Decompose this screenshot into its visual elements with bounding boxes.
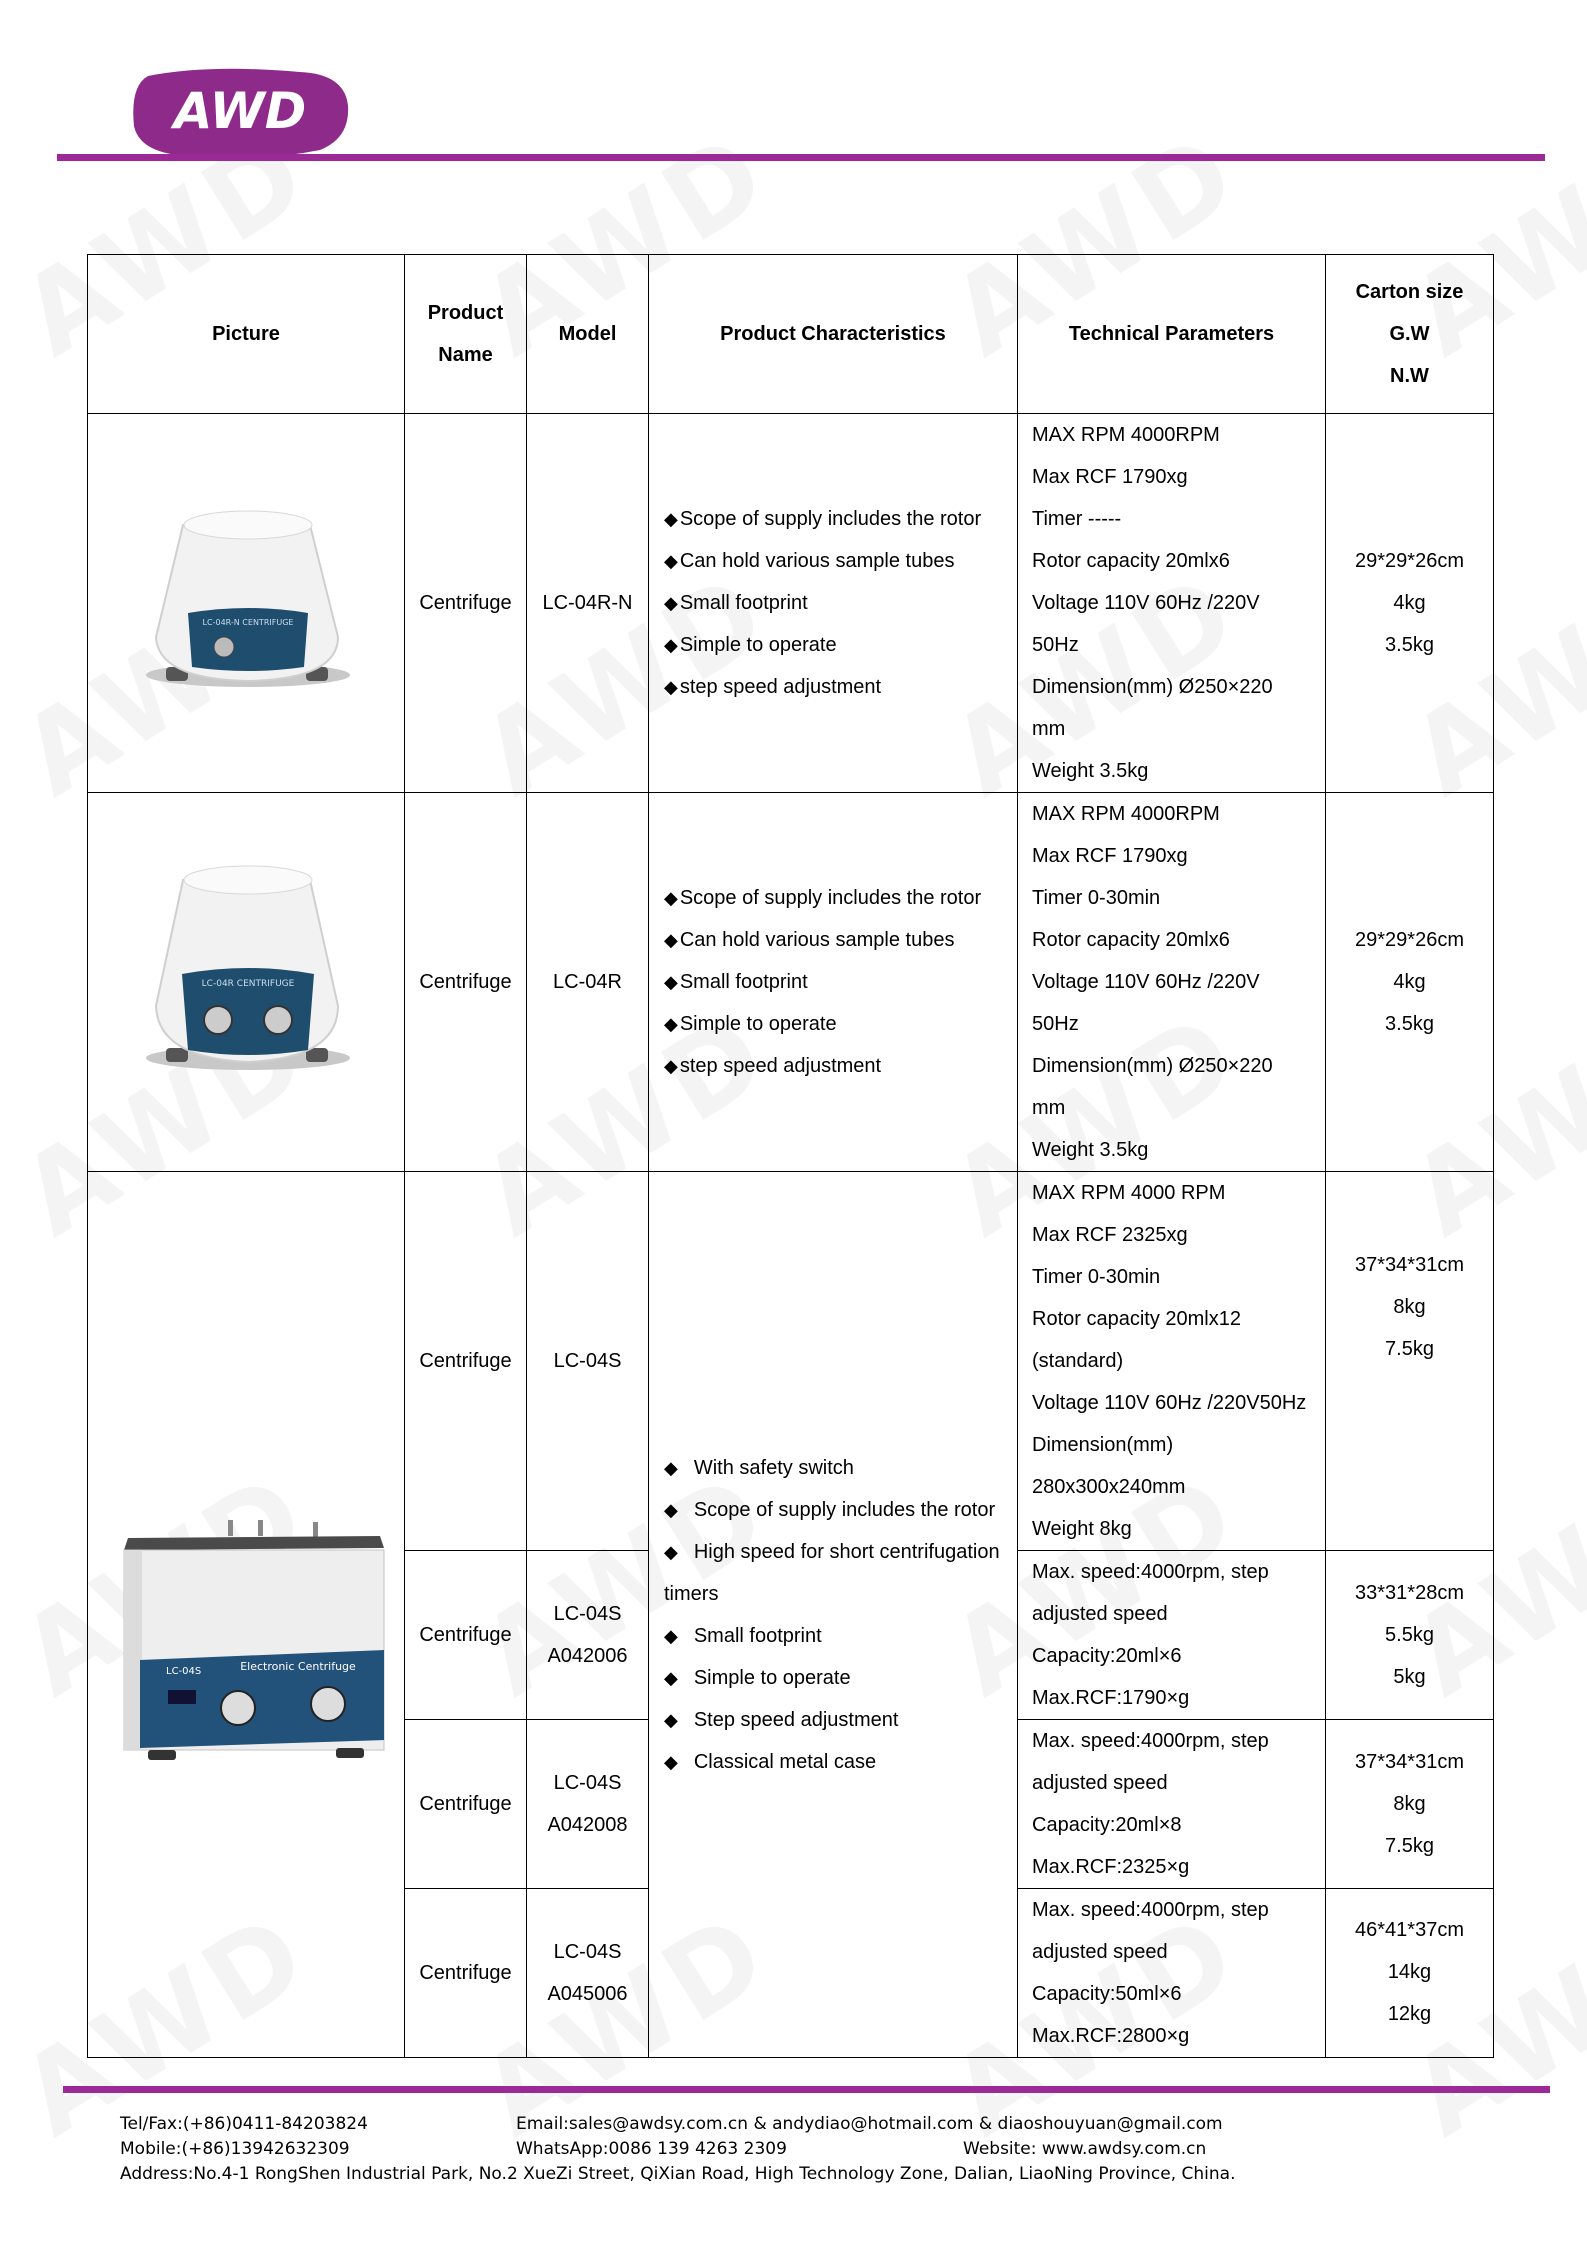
header-label: G.W <box>1389 323 1430 345</box>
tech-line: Weight 3.5kg <box>1032 1139 1149 1161</box>
carton-cell <box>1326 793 1494 1172</box>
tech-line: Rotor capacity 20mlx12 <box>1032 1308 1241 1330</box>
tech-line: 50Hz <box>1032 1013 1079 1035</box>
features-cell <box>649 793 1018 1172</box>
col-technical: Technical Parameters <box>1018 255 1326 414</box>
panel-badge: LC-04S <box>166 1665 202 1677</box>
feature-item: ◆ Can hold various sample tubes <box>664 540 1017 582</box>
tech-line: Weight 3.5kg <box>1032 760 1149 782</box>
feature-item: ◆ Step speed adjustment <box>664 1699 1017 1741</box>
tech-line: mm <box>1032 1097 1066 1119</box>
carton-size: 33*31*28cm <box>1355 1582 1464 1604</box>
tech-cell <box>1018 793 1326 1172</box>
tech-line: adjusted speed <box>1032 1772 1168 1794</box>
carton-cell <box>1326 1172 1494 1551</box>
carton-size: 46*41*37cm <box>1355 1919 1464 1941</box>
footer-divider <box>63 2086 1550 2093</box>
carton-cell <box>1326 1889 1494 2058</box>
header-row <box>88 255 1494 414</box>
product-picture-cell <box>88 793 405 1172</box>
footer-email: Email:sales@awdsy.com.cn & andydiao@hotmail.com & diaoshouyuan@gmail.com <box>516 2114 1223 2134</box>
product-name: Centrifuge <box>405 1720 527 1889</box>
tech-line: Rotor capacity 20mlx6 <box>1032 929 1230 951</box>
table-row <box>88 414 1494 793</box>
tech-line: MAX RPM 4000 RPM <box>1032 1182 1226 1204</box>
tech-line: Max RCF 2325xg <box>1032 1224 1188 1246</box>
gross-weight: 8kg <box>1393 1793 1426 1815</box>
centrifuge-image <box>88 417 405 790</box>
model-line: LC-04S <box>553 1603 622 1625</box>
carton-cell <box>1326 414 1494 793</box>
feature-item: ◆ Small footprint <box>664 961 1017 1003</box>
panel-label: LC-04R CENTRIFUGE <box>201 978 295 989</box>
panel-label: LC-04R-N CENTRIFUGE <box>202 617 294 627</box>
tech-line: Max.RCF:2800×g <box>1032 2025 1190 2047</box>
feature-item: ◆ step speed adjustment <box>664 666 1017 708</box>
model-line: LC-04S <box>553 1941 622 1963</box>
tech-line: Voltage 110V 60Hz /220V <box>1032 592 1260 614</box>
tech-line: Rotor capacity 20mlx6 <box>1032 550 1230 572</box>
tech-line: MAX RPM 4000RPM <box>1032 424 1220 446</box>
tech-cell <box>1018 1889 1326 2058</box>
col-carton <box>1326 255 1494 414</box>
col-product-name <box>405 255 527 414</box>
header-label: N.W <box>1390 365 1429 387</box>
feature-item: ◆ Scope of supply includes the rotor <box>664 1489 1017 1531</box>
feature-item: ◆ step speed adjustment <box>664 1045 1017 1087</box>
model: LC-04R-N <box>527 414 649 793</box>
header-label: Product <box>427 302 504 324</box>
model <box>527 1889 649 2058</box>
net-weight: 3.5kg <box>1385 634 1434 656</box>
tech-line: Capacity:50ml×6 <box>1032 1983 1182 2005</box>
logo-text: AWD <box>173 82 307 140</box>
tech-line: MAX RPM 4000RPM <box>1032 803 1220 825</box>
net-weight: 7.5kg <box>1385 1835 1434 1857</box>
tech-line: Capacity:20ml×8 <box>1032 1814 1182 1836</box>
centrifuge-image <box>88 796 405 1169</box>
carton-cell <box>1326 1720 1494 1889</box>
feature-item: ◆ Simple to operate <box>664 1657 1017 1699</box>
col-picture: Picture <box>88 255 405 414</box>
tech-line: Timer 0-30min <box>1032 1266 1161 1288</box>
gross-weight: 4kg <box>1393 971 1426 993</box>
net-weight: 3.5kg <box>1385 1013 1434 1035</box>
tech-line: (standard) <box>1032 1350 1124 1372</box>
feature-item: ◆ Scope of supply includes the rotor <box>664 877 1017 919</box>
feature-item: ◆ Small footprint <box>664 582 1017 624</box>
model-line: A045006 <box>547 1983 628 2005</box>
features-cell <box>649 414 1018 793</box>
panel-label: Electronic Centrifuge <box>240 1659 356 1673</box>
tech-line: Voltage 110V 60Hz /220V <box>1032 971 1260 993</box>
model: LC-04R <box>527 793 649 1172</box>
tech-line: Voltage 110V 60Hz /220V50Hz <box>1032 1392 1307 1414</box>
header-label: Name <box>438 344 493 366</box>
tech-line: 50Hz <box>1032 634 1079 656</box>
header-label: Carton size <box>1355 281 1464 303</box>
gross-weight: 5.5kg <box>1385 1624 1434 1646</box>
feature-item: ◆ High speed for short centrifugation <box>664 1531 1017 1573</box>
feature-item: ◆ Can hold various sample tubes <box>664 919 1017 961</box>
carton-size: 29*29*26cm <box>1355 550 1464 572</box>
model <box>527 1551 649 1720</box>
centrifuge-image <box>88 1180 405 2050</box>
feature-item: ◆ With safety switch <box>664 1447 1017 1489</box>
tech-line: Weight 8kg <box>1032 1518 1132 1540</box>
model <box>527 1720 649 1889</box>
tech-cell <box>1018 1551 1326 1720</box>
feature-item: ◆ Simple to operate <box>664 1003 1017 1045</box>
feature-item: ◆ Classical metal case <box>664 1741 1017 1783</box>
footer-mobile: Mobile:(+86)13942632309 <box>120 2139 350 2159</box>
tech-line: Max RCF 1790xg <box>1032 845 1188 867</box>
col-characteristics: Product Characteristics <box>649 255 1018 414</box>
net-weight: 5kg <box>1393 1666 1426 1688</box>
feature-item: timers <box>664 1582 719 1605</box>
tech-line: 280x300x240mm <box>1032 1476 1186 1498</box>
net-weight: 12kg <box>1387 2003 1432 2025</box>
tech-line: mm <box>1032 718 1066 740</box>
model-line: LC-04S <box>553 1772 622 1794</box>
footer-address: Address:No.4-1 RongShen Industrial Park, No.2 XueZi Street, QiXian Road, High Technology Zone, Dalian, LiaoNing Province, China. <box>120 2164 1236 2184</box>
footer-telfax: Tel/Fax:(+86)0411-84203824 <box>120 2114 368 2134</box>
tech-line: adjusted speed <box>1032 1603 1168 1625</box>
tech-line: Max.RCF:1790×g <box>1032 1687 1190 1709</box>
model-line: A042006 <box>547 1645 628 1667</box>
header-divider <box>57 154 1545 161</box>
spec-table <box>87 254 1494 2058</box>
tech-line: Max. speed:4000rpm, step <box>1032 1730 1269 1752</box>
tech-line: Max. speed:4000rpm, step <box>1032 1561 1269 1583</box>
tech-line: Timer ----- <box>1032 508 1122 530</box>
table-row <box>88 793 1494 1172</box>
tech-line: Timer 0-30min <box>1032 887 1161 909</box>
net-weight: 7.5kg <box>1385 1338 1434 1360</box>
features-cell <box>649 1172 1018 2058</box>
product-name: Centrifuge <box>405 1889 527 2058</box>
gross-weight: 4kg <box>1393 592 1426 614</box>
tech-cell <box>1018 414 1326 793</box>
tech-line: Dimension(mm) Ø250×220 <box>1032 1055 1273 1077</box>
footer-website: Website: www.awdsy.com.cn <box>963 2139 1207 2159</box>
product-name: Centrifuge <box>405 414 527 793</box>
gross-weight: 8kg <box>1393 1296 1426 1318</box>
tech-cell <box>1018 1720 1326 1889</box>
product-picture-cell <box>88 414 405 793</box>
carton-cell <box>1326 1551 1494 1720</box>
table-row <box>88 1172 1494 1551</box>
tech-line: Max RCF 1790xg <box>1032 466 1188 488</box>
product-name: Centrifuge <box>405 793 527 1172</box>
tech-line: Dimension(mm) <box>1032 1434 1174 1456</box>
feature-item: ◆ Small footprint <box>664 1615 1017 1657</box>
footer-whatsapp: WhatsApp:0086 139 4263 2309 <box>516 2139 787 2159</box>
tech-line: Dimension(mm) Ø250×220 <box>1032 676 1273 698</box>
carton-size: 37*34*31cm <box>1355 1751 1464 1773</box>
gross-weight: 14kg <box>1387 1961 1432 1983</box>
tech-line: Max. speed:4000rpm, step <box>1032 1899 1269 1921</box>
tech-line: Capacity:20ml×6 <box>1032 1645 1182 1667</box>
carton-size: 37*34*31cm <box>1355 1254 1464 1276</box>
model-line: A042008 <box>547 1814 628 1836</box>
product-picture-cell <box>88 1172 405 2058</box>
awd-logo <box>130 66 350 160</box>
feature-item: ◆ Scope of supply includes the rotor <box>664 498 1017 540</box>
feature-item: ◆ Simple to operate <box>664 624 1017 666</box>
tech-cell <box>1018 1172 1326 1551</box>
product-name: Centrifuge <box>405 1551 527 1720</box>
col-model: Model <box>527 255 649 414</box>
tech-line: Max.RCF:2325×g <box>1032 1856 1190 1878</box>
carton-size: 29*29*26cm <box>1355 929 1464 951</box>
model: LC-04S <box>527 1172 649 1551</box>
tech-line: adjusted speed <box>1032 1941 1168 1963</box>
product-name: Centrifuge <box>405 1172 527 1551</box>
